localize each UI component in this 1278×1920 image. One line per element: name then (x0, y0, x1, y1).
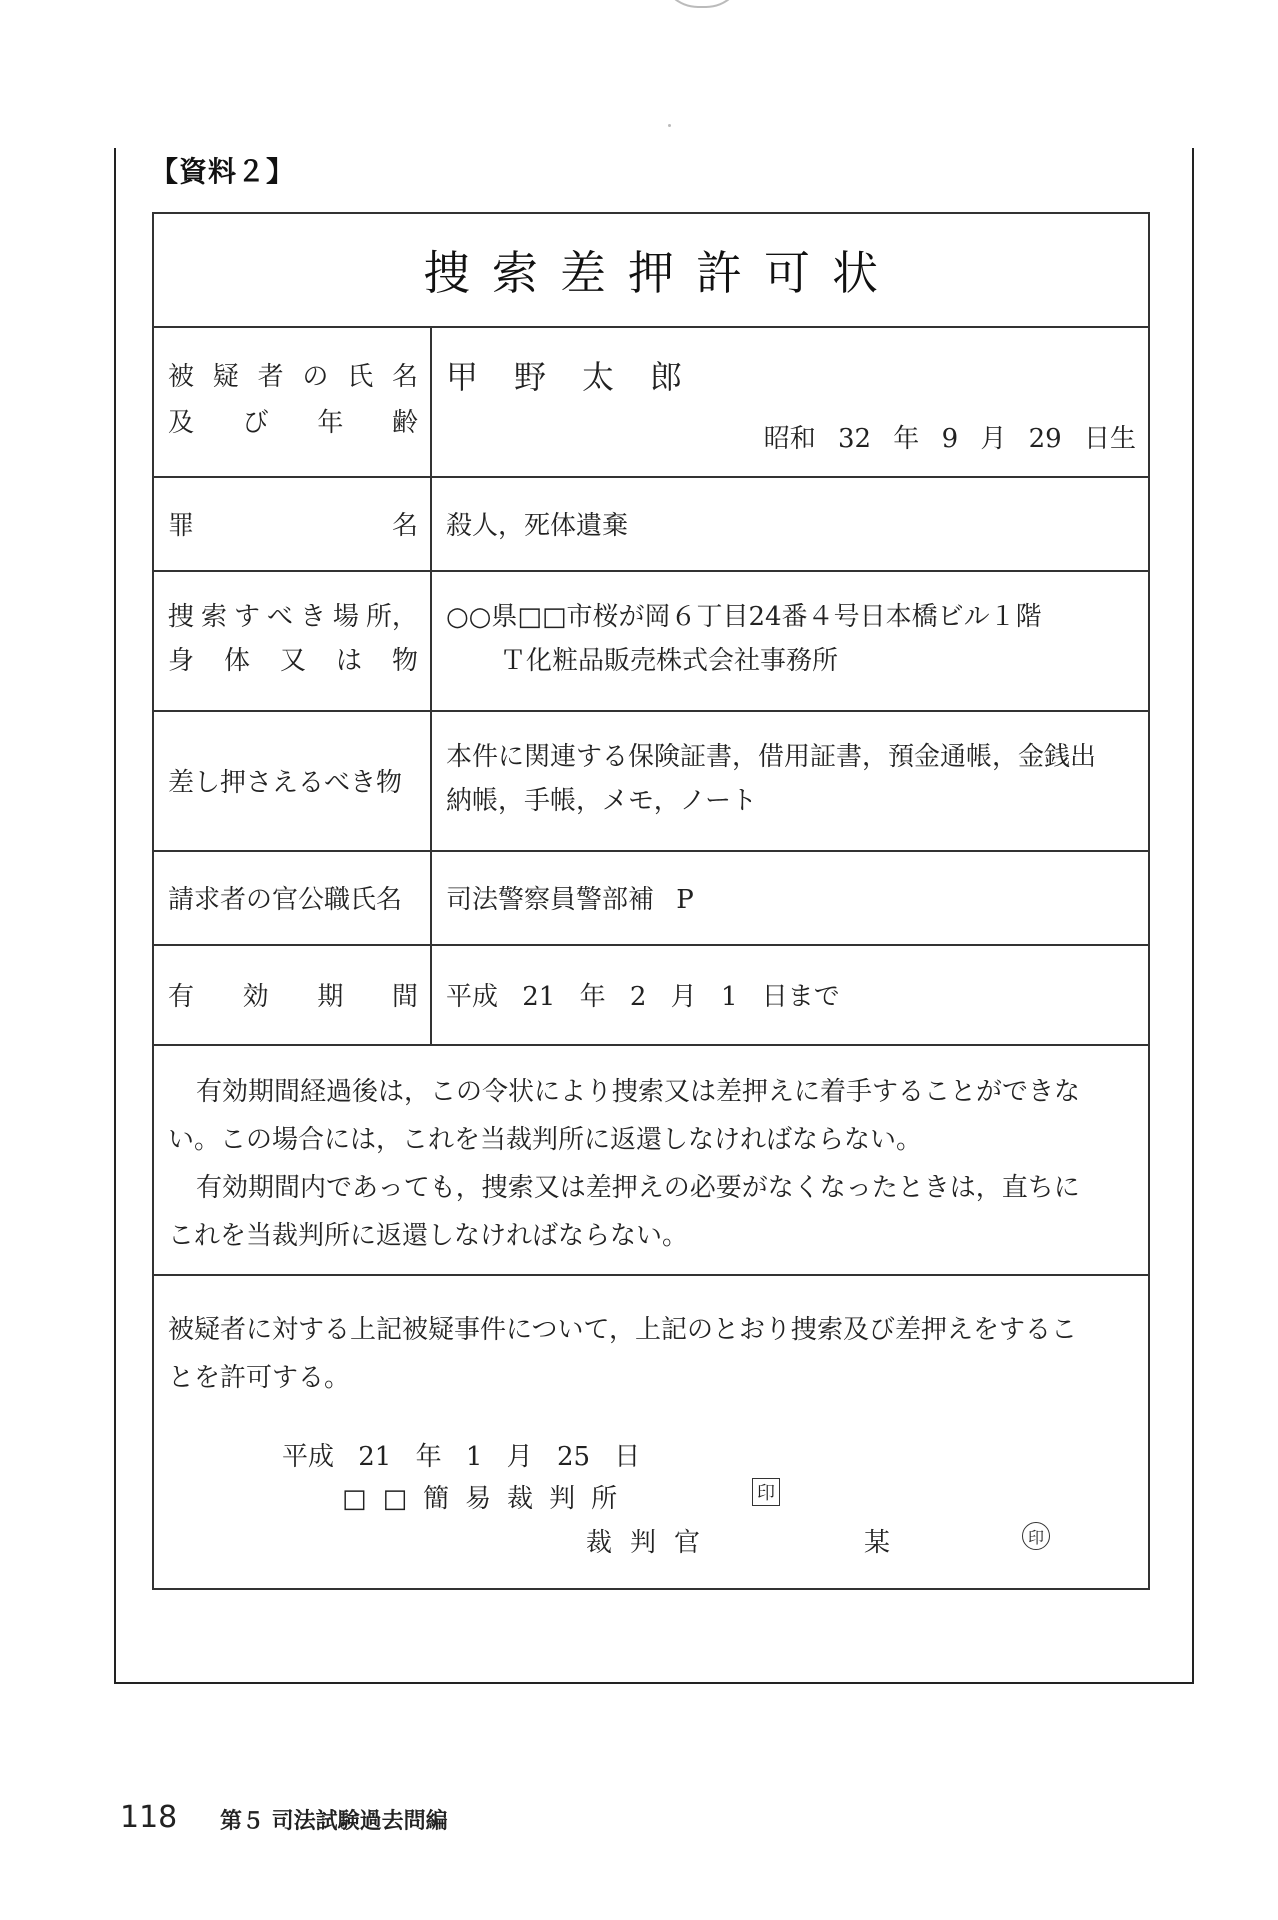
age-label-line2: 及 び 年 齢 (168, 408, 418, 438)
scan-speck (668, 124, 671, 127)
note-1-line-2: い。この場合には，これを当裁判所に返還しなければならない。 (168, 1125, 923, 1155)
court-name: □□簡易裁判所 (342, 1484, 634, 1514)
crime-label: 罪 名 (154, 476, 432, 570)
permission-line-2: とを許可する。 (168, 1363, 351, 1393)
note-1-line-1: 有効期間経過後は，この令状により捜索又は差押えに着手することができな (196, 1077, 1081, 1107)
judge-seal-icon: 印 (1022, 1522, 1050, 1550)
judge-label: 裁判官 (586, 1528, 719, 1558)
note-2-line-2: これを当裁判所に返還しなければならない。 (168, 1221, 689, 1251)
place-value: ○○県□□市桜が岡６丁目24番４号日本橋ビル１階 Ｔ化粧品販売株式会社事務所 (446, 602, 1042, 676)
birth-date: 昭和 32 年 9 月 29 日生 (763, 424, 1136, 454)
judge-name: 某 (864, 1528, 891, 1558)
search-seizure-warrant (152, 212, 1150, 1590)
issue-date: 平成 21 年 1 月 25 日 (282, 1442, 641, 1472)
requester-value: 司法警察員警部補 P (446, 884, 694, 915)
suspect-label (154, 326, 432, 476)
suspect-name: 甲野太郎 (446, 358, 719, 396)
crime-row (154, 476, 1148, 572)
place-row (154, 570, 1148, 712)
seize-value: 本件に関連する保険証書，借用証書，預金通帳，金銭出 納帳，手帳，メモ，ノート (446, 742, 1097, 816)
page-frame-right (1192, 148, 1194, 1684)
binding-hole-mark (660, 0, 744, 8)
validity-notes (154, 1044, 1148, 1276)
requester-row (154, 850, 1148, 946)
chapter-title: 第５ 司法試験過去問編 (220, 1809, 448, 1834)
note-2-line-1: 有効期間内であっても，捜索又は差押えの必要がなくなったときは，直ちに (196, 1173, 1080, 1203)
suspect-value (446, 326, 1136, 476)
suspect-row (154, 326, 1148, 478)
crime-value: 殺人，死体遺棄 (446, 510, 629, 541)
suspect-label-line1: 被 疑 者 の 氏 名 (168, 362, 418, 392)
court-seal-icon: 印 (752, 1478, 780, 1506)
seize-row (154, 710, 1148, 852)
seize-label: 差し押さえるべき物 (154, 710, 432, 850)
page-number: 118 (120, 1800, 178, 1835)
validity-row (154, 944, 1148, 1046)
warrant-title: 捜索差押許可状 (424, 246, 900, 300)
permission-line-1: 被疑者に対する上記被疑事件について，上記のとおり捜索及び差押えをするこ (168, 1315, 1077, 1345)
validity-value: 平成 21 年 2 月 1 日まで (446, 981, 840, 1012)
page-frame-left (114, 148, 116, 1684)
requester-label: 請求者の官公職氏名 (154, 850, 432, 944)
warrant-title-row (154, 214, 1148, 328)
section-label: 【資料２】 (150, 155, 296, 188)
place-label: 捜 索 す べ き 場 所， 身 体 又 は 物 (154, 570, 432, 710)
validity-label: 有 効 期 間 (154, 944, 432, 1044)
page-frame-bottom (114, 1682, 1194, 1684)
permission-block (154, 1276, 1148, 1402)
